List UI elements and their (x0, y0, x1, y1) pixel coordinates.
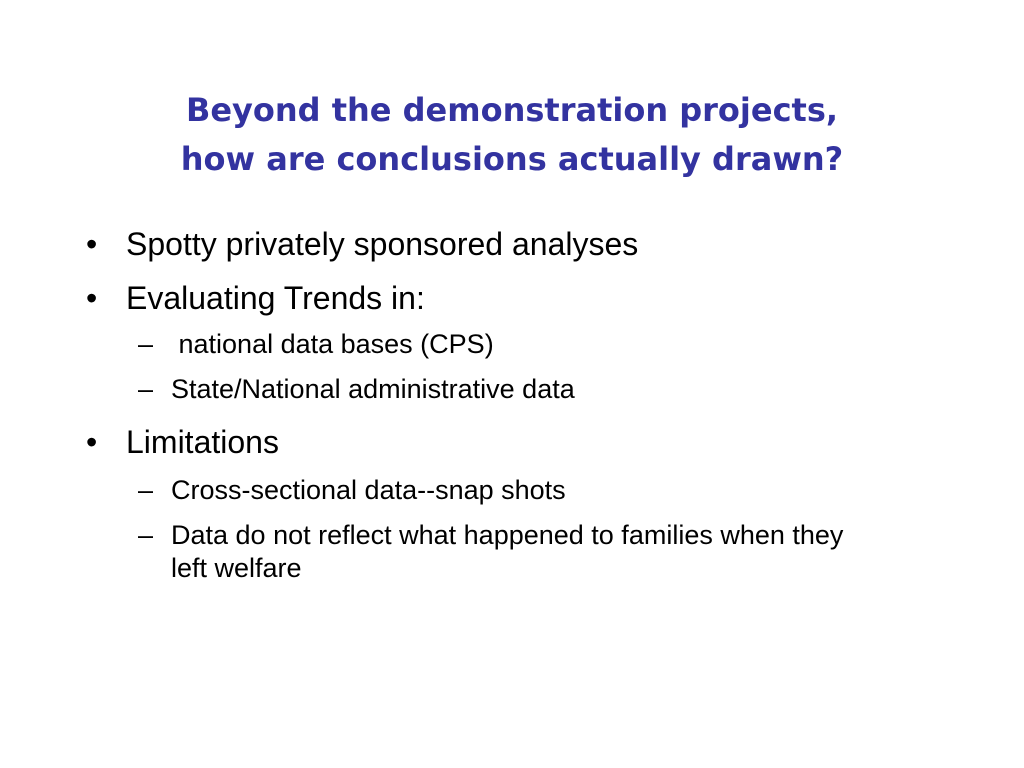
dash-marker: – (138, 374, 154, 404)
dash-marker: – (138, 475, 154, 505)
title-line-2: how are conclusions actually drawn? (180, 140, 844, 178)
bullet-item (86, 422, 946, 462)
sub-bullet-item (86, 519, 871, 585)
bullet-list (86, 224, 946, 597)
sub-bullet-text: Data do not reflect what happened to families when they left welfare (171, 520, 844, 583)
bullet-marker: • (86, 280, 98, 316)
dash-marker: – (138, 520, 154, 550)
sub-bullet-text: Cross-sectional data--snap shots (171, 475, 566, 505)
title-line-1: Beyond the demonstration projects, (185, 91, 839, 129)
sub-bullet-item (86, 373, 946, 406)
sub-bullet-text: national data bases (CPS) (171, 329, 494, 359)
bullet-text: Limitations (126, 424, 279, 460)
bullet-marker: • (86, 226, 98, 262)
slide-title (0, 86, 1024, 184)
dash-marker: – (138, 329, 154, 359)
sub-bullet-item (86, 474, 946, 507)
sub-bullet-item (86, 328, 946, 361)
bullet-text: Evaluating Trends in: (126, 280, 425, 316)
bullet-item (86, 224, 946, 264)
bullet-item (86, 278, 946, 318)
sub-bullet-text: State/National administrative data (171, 374, 575, 404)
bullet-text: Spotty privately sponsored analyses (126, 226, 639, 262)
bullet-marker: • (86, 424, 98, 460)
